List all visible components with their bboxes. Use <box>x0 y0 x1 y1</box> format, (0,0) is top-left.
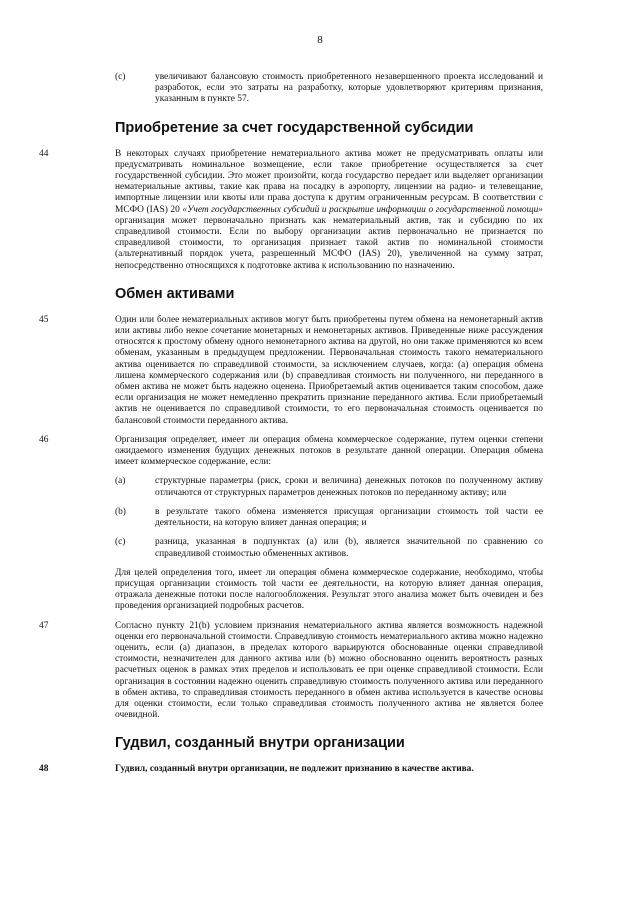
list-item-b <box>115 506 543 529</box>
list-item-text: разница, указанная в подпунктах (a) или (b), является значительной по сравнению со справедливой стоимостью обмененных активов. <box>155 537 543 559</box>
list-item-text: в результате такого обмена изменяется присущая организации стоимость той части ее деятельности, на которую влияет данная операция; и <box>155 506 543 529</box>
paragraph-text: Для целей определения того, имеет ли операция обмена коммерческое содержание, необходимо, чтобы присущая организации стоимость той части ее деятельности, на которую влияет данная операция, отражала денежные потоки после налогообложения. Результат этого анализа может быть очевиден и без проведения организацией подробных расчетов. <box>115 567 543 612</box>
list-item-label: (c) <box>115 537 126 548</box>
paragraph-44 <box>39 148 543 272</box>
list-item-text: структурные параметры (риск, сроки и величина) денежных потоков по полученному активу отличаются от структурных параметров денежных потоков по переданному активу; или <box>155 476 543 498</box>
page-number: 8 <box>317 34 323 46</box>
paragraph-46-tail <box>115 568 543 613</box>
paragraph-text: Организация определяет, имеет ли операция обмена коммерческое содержание, путем оценки степени ожидаемого изменения будущих денежных потоков в результате данной операции. Операция обмена имеет коммерческое содержание, если: <box>115 434 543 468</box>
list-item-label: (a) <box>115 476 126 487</box>
standard-title-italic: «Учет государственных субсидий и раскрытие информации о государственной помощи» <box>182 204 543 215</box>
list-item-label: (b) <box>115 506 126 517</box>
page-content <box>0 72 640 784</box>
paragraph-text-continued: организация может первоначально признать как нематериальный актив, так и субсидию по их справедливой стоимости. Если по выбору организации актив первоначально не признается по справедливой стоимости, то организация признает такой актив по номинальной стоимости (альтернативный порядок учета, разрешенный МСФО (IAS) 20), увеличенной на сумму затрат, непосредственно относящихся к подготовке актива к использованию по назначению. <box>115 215 543 271</box>
paragraph-number: 48 <box>39 764 49 775</box>
paragraph-45 <box>39 314 543 427</box>
paragraph-number: 44 <box>39 148 49 159</box>
list-item-label: (c) <box>115 72 126 82</box>
paragraph-number: 47 <box>39 620 49 631</box>
paragraph-number: 45 <box>39 314 49 325</box>
paragraph-number: 46 <box>39 434 49 445</box>
list-item-c-top <box>115 72 543 106</box>
section-heading-government-grant: Приобретение за счет государственной субсидии <box>115 119 474 136</box>
paragraph-text: В некоторых случаях приобретение нематериального актива может не предусматривать оплаты или предусматривать номинальное возмещение, если такое приобретение осуществляется за счет государственной субсидии. Это может произойти, когда государство передает или выделяет организации нематериальные активы, такие как права на посадку в аэропорту, лицензии на радио- и телевещание, импортные лицензии или квоты или права доступа к другим ограниченным ресурсам. В соответствии с МСФО (IAS) 20 <box>115 148 543 215</box>
list-item-c <box>115 537 543 559</box>
list-item-text: увеличивают балансовую стоимость приобретенного незавершенного проекта исследований и разработок, если это затраты на разработку, которые удовлетворяют критериям признания, указанным в пункте 57. <box>155 72 543 105</box>
paragraph-47 <box>39 620 543 722</box>
paragraph-text: Согласно пункту 21(b) условием признания нематериального актива является возможность надежной оценки его первоначальной стоимости. Справедливую стоимость нематериального актива можно надежно оценить, если (a) диапазон, в пределах которого варьируются обоснованные оценки справедливой стоимости, незначителен для данного актива или (b) можно обоснованно оценить вероятность разных расчетных оценок в рамках этих пределов и использовать ее при оценке справедливой стоимости. Если организация в состоянии надежно оценить справедливую стоимость полученного актива или переданного в обмен актива, то справедливая стоимость переданного в обмен актива используется в качестве основы для оценки стоимости, если только справедливая стоимость полученного актива не является более очевидной. <box>115 620 543 721</box>
paragraph-text: Гудвил, созданный внутри организации, не подлежит признанию в качестве актива. <box>115 764 474 775</box>
paragraph-text: Один или более нематериальных активов могут быть приобретены путем обмена на немонетарный актив или активы либо некое сочетание монетарных и немонетарных активов. Приведенные ниже рассуждения относятся к простому обмену одного немонетарного актива на другой, но они также применяются ко всем обменам, указанным в предыдущем предложении. Первоначальная стоимость такого нематериального актива оценивается по справедливой стоимости, за исключением случаев, когда: (a) операция обмена лишена коммерческого содержания или (b) справедливая стоимость ни полученного, ни переданного в обмен актива не может быть надежно оценена. Приобретаемый актив оценивается таким способом, даже если организация не может немедленно прекратить признание переданного актива. Если приобретаемый актив не оценивается по справедливой стоимости, то его первоначальная стоимость оценивается по балансовой стоимости переданного актива. <box>115 314 543 426</box>
section-heading-internal-goodwill: Гудвил, созданный внутри организации <box>115 735 405 752</box>
section-heading-asset-exchange: Обмен активами <box>115 285 235 302</box>
paragraph-46 <box>39 434 543 469</box>
paragraph-48 <box>39 764 543 775</box>
list-item-a <box>115 476 543 498</box>
